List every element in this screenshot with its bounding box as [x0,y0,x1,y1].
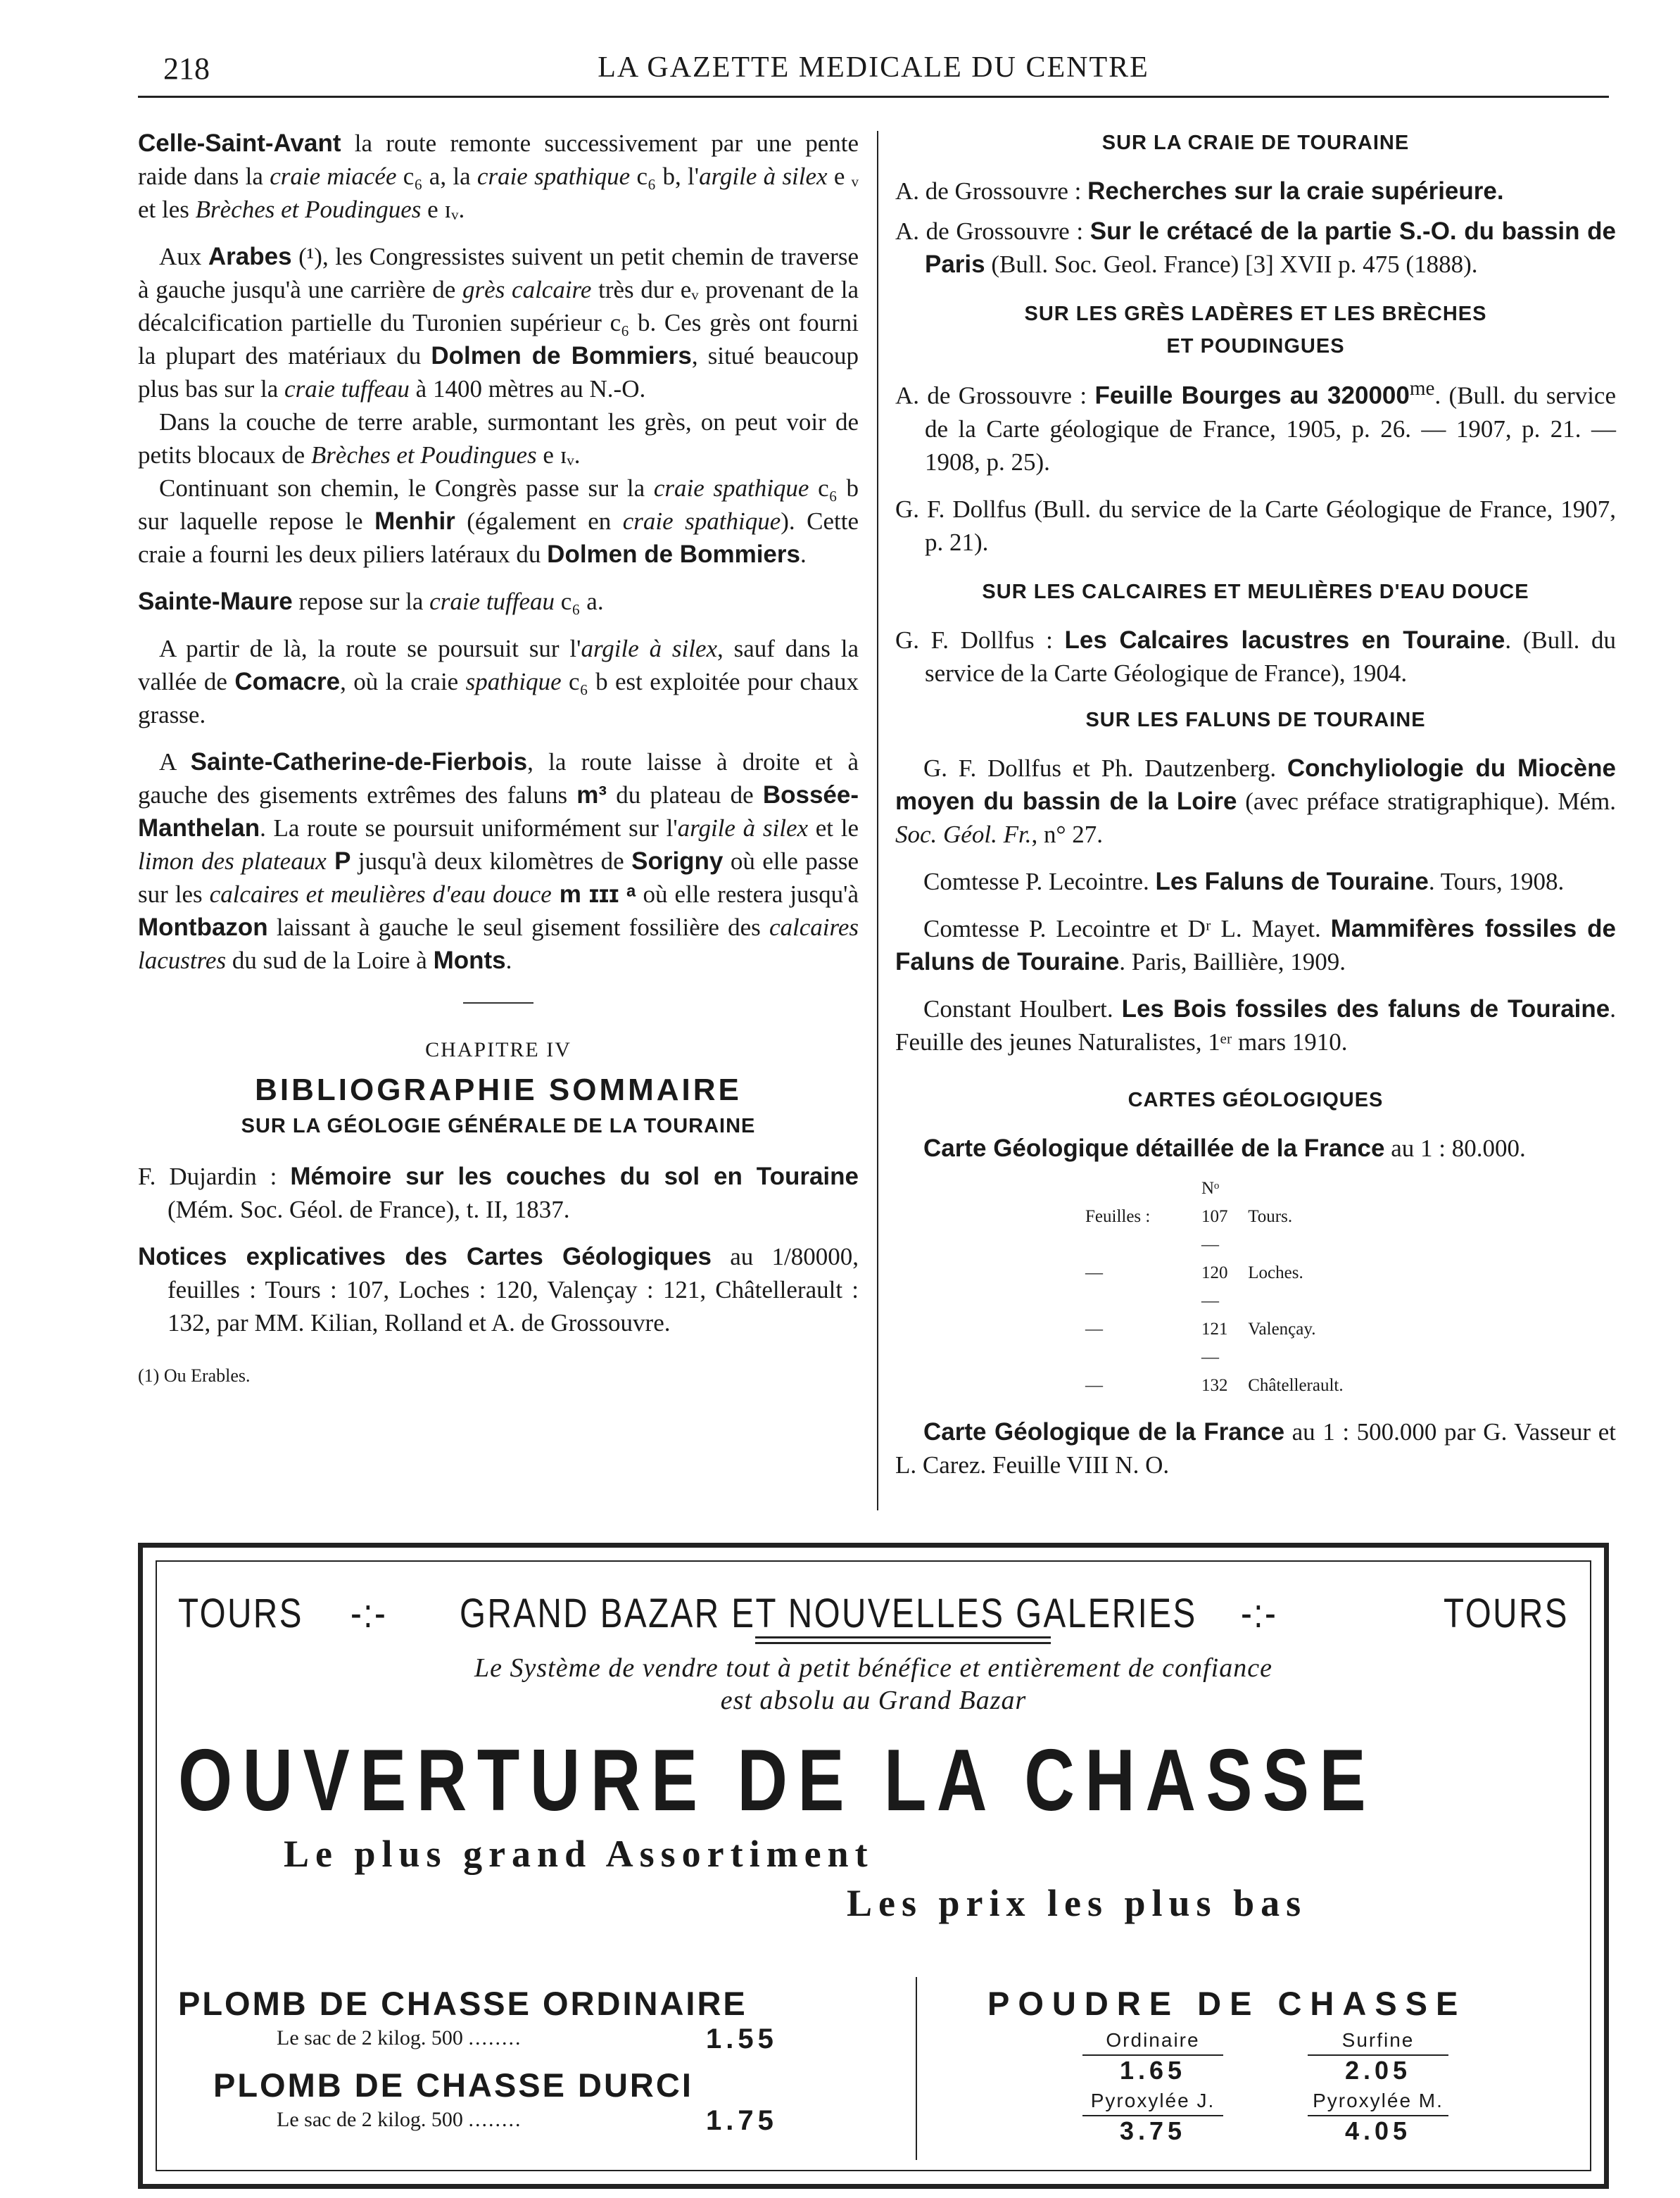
text: au 1/80000, feuilles : Tours : 107, Loches : 120, Valençay : 121, Châtellerault : 132, par MM. Kilian, Rolland et A. de Grossouvre. [168,1243,859,1337]
symbol: P [326,847,351,875]
ad-tagline: Les prix les plus bas [847,1882,1308,1924]
ref-title: Les Bois fossiles des faluns de Touraine [1121,994,1610,1023]
ad-option-label: Ordinaire [1106,2029,1200,2051]
text: (Bull. Soc. Geol. France) [3] XVII p. 475 (1888). [985,251,1478,278]
author: Constant Houlbert. [923,994,1122,1023]
section-heading [895,298,1616,362]
text: . [800,541,807,568]
place-name: Monts [433,947,506,974]
term: craie tuffeau [429,588,555,615]
section-heading-line: ET POUDINGUES [1166,335,1345,358]
reference-notices [138,1240,859,1339]
ad-product-detail [277,2108,522,2132]
symbol: m³ [576,781,607,809]
sheet-name: Tours. [1248,1206,1293,1226]
ad-option-label: Surfine [1341,2029,1415,2051]
term: argile à silex [677,814,809,842]
sheet-number: Nᵒ 107 [1201,1178,1228,1226]
text: A partir de là, la route se poursuit sur l' [159,635,581,662]
ad-product-heading: PLOMB DE CHASSE ORDINAIRE [178,1985,747,2022]
text: repose sur la [292,588,430,615]
term: craie spathique [622,507,781,535]
term: calcaires et meulières d'eau douce [209,880,552,908]
sheet-label: — [1085,1263,1103,1282]
sheet-label: Feuilles : [1085,1206,1151,1226]
ad-motto-line: Le Système de vendre tout à petit bénéfice et entièrement de confiance [474,1653,1272,1683]
sheet-label: — [1085,1319,1103,1339]
advertisement [138,1543,1609,2189]
ref-title: Mémoire sur les couches du sol en Touraine [290,1163,859,1190]
reference [895,372,1616,479]
text: . Paris, Baillière, 1909. [1119,947,1346,975]
place-name: Dolmen de Bommiers [547,541,800,568]
ad-option-label: Pyroxylée J. [1090,2090,1215,2111]
reference: G. F. Dollfus (Bull. du service de la Carte Géologique de France, 1907, p. 21). [895,495,1616,556]
text: Dans la couche de terre arable, surmontant les grès, on peut voir de petits blocaux de [138,408,859,469]
ad-product-heading: POUDRE DE CHASSE [987,1985,1467,2022]
ad-price: 1.55 [706,2023,778,2054]
ad-separator: -:- [1241,1591,1278,1636]
text: laissant à gauche le seul gisement fossilière des [267,914,769,941]
ref-title: Carte Géologique de la France [923,1417,1285,1446]
text: . Tours, 1908. [1428,867,1565,895]
text: . (Bull. du service de la Carte géologique de France, 1905, p. 26. — 1907, p. 21. — 1908, p. 25). [925,381,1617,476]
sheet-name: Loches. [1248,1263,1303,1282]
section-heading: CARTES GÉOLOGIQUES [1128,1088,1384,1111]
ad-product-size: Le sac de 2 kilog. 500 [277,2026,463,2049]
paragraph-terre-arable [138,405,859,472]
ad-rule [755,1636,1051,1638]
author: A. de Grossouvre : [895,381,1095,410]
sheet-name: Valençay. [1248,1319,1316,1339]
ref-title: Les Faluns de Touraine [1155,867,1429,895]
ad-option-price: 4.05 [1344,2116,1412,2145]
sheet-list [895,1175,1616,1400]
ref-title: Recherches sur la craie supérieure. [1087,177,1504,205]
term: craie tuffeau [284,375,410,403]
paragraph-celle-saint-avant [138,127,859,226]
paragraph-sainte-maure [138,585,859,618]
place-name: Menhir [374,507,455,535]
text: , n° 27. [1031,820,1103,848]
text: c₆ b est exploitée pour chaux grasse. [138,668,859,728]
place-name: Comacre [234,668,341,695]
term: calcaires lacustres [138,914,859,974]
reference [895,752,1616,851]
ad-price: 1.75 [706,2105,778,2136]
ref-title: Mammifères fossiles de Faluns de Touraine [895,914,1616,975]
term: argile à silex [699,163,828,190]
ad-motto-line: est absolu au Grand Bazar [720,1686,1027,1715]
author: A. de Grossouvre : [895,177,1088,205]
text: (également en [455,507,623,535]
ad-headline: OUVERTURE DE LA CHASSE [178,1732,1377,1829]
place-name: Sainte-Catherine-de-Fierbois [190,748,528,776]
text: e ɪᵥ. [536,441,581,469]
ad-option-price: 2.05 [1344,2056,1412,2085]
paragraph-arabes [138,240,859,405]
ad-option-label: Pyroxylée M. [1313,2090,1444,2111]
text: la route remonte successivement par une pente raide dans la [138,130,859,190]
text: . La route se poursuit uniformément sur l' [260,814,678,842]
ref-title: Notices explicatives des Cartes Géologiques [138,1243,712,1270]
ref-title: Feuille Bourges au 320000 [1094,381,1410,410]
text: ). Cette craie a fourni les deux piliers latéraux du [138,507,859,568]
text: e ᵥ et les [138,163,859,223]
ad-leader-dots: ........ [468,2108,522,2131]
author: Comtesse P. Lecointre. [923,867,1156,895]
bibliography-subtitle: SUR LA GÉOLOGIE GÉNÉRALE DE LA TOURAINE [241,1115,756,1137]
term: craie spathique [476,163,631,190]
section-heading: SUR LA CRAIE DE TOURAINE [1101,132,1410,154]
text: du plateau de [607,781,763,809]
text: , situé beaucoup plus bas sur la [138,342,859,403]
term: Brèches et Poudingues [195,196,422,223]
sheet-number: — 132 [1201,1347,1228,1395]
symbol: m ɪɪɪ ᵃ [551,880,636,908]
ref-title: Conchyliologie du Miocène moyen du bassin de la Loire [895,754,1616,815]
term: grès calcaire [462,276,592,303]
text: . [505,947,512,974]
reference [895,215,1616,281]
ad-city-right: TOURS [1444,1591,1569,1636]
reference [895,175,1616,208]
ad-option-price: 3.75 [1119,2116,1187,2145]
reference [895,1415,1616,1482]
text: c₆ a, la [396,163,477,190]
text: jusqu'à deux kilomètres de [350,847,632,875]
text: (avec préface stratigraphique). Mém. [1237,787,1616,815]
sheet-row [1085,1231,1616,1287]
ad-product-detail [277,2026,522,2050]
text: au 1 : 80.000. [1384,1134,1526,1162]
page-header [138,46,1609,98]
place-name: Celle-Saint-Avant [138,130,341,157]
term: Brèches et Poudingues [310,441,537,469]
text: (¹), les Congressistes suivent un petit chemin de traverse à gauche jusqu'à une carrière de [138,243,859,303]
place-name: Dolmen de Bommiers [431,342,692,370]
place-name: Sainte-Maure [138,588,293,615]
superscript: me [1409,377,1435,400]
running-title: LA GAZETTE MEDICALE DU CENTRE [598,51,1149,84]
author: G. F. Dollfus et Ph. Dautzenberg. [923,754,1287,782]
text: (Mém. Soc. Géol. de France), t. II, 1837. [168,1196,570,1223]
reference [895,992,1616,1059]
text: Continuant son chemin, le Congrès passe sur la [159,474,654,502]
ad-product-heading: PLOMB DE CHASSE DURCI [213,2066,693,2104]
author: F. Dujardin : [138,1163,291,1190]
text: où elle passe sur les [138,847,859,908]
term: argile à silex [581,635,718,662]
reference-dujardin [138,1160,859,1226]
ad-leader-dots: ........ [468,2026,522,2049]
ad-city-left: TOURS [178,1591,303,1636]
right-column [895,127,1616,1496]
sheet-number: — 121 [1201,1291,1228,1339]
text: au 1 : 500.000 par G. Vasseur et L. Carez. Feuille VIII N. O. [895,1417,1616,1479]
text: , où la craie [340,668,466,695]
place-name: Montbazon [138,914,268,941]
section-heading-line: SUR LES GRÈS LADÈRES ET LES BRÈCHES [1024,303,1487,325]
paragraph-continuant [138,472,859,571]
reference [895,624,1616,690]
advertisement-inner-border [156,1560,1591,2171]
text: du sud de la Loire à [226,947,434,974]
text: A [159,748,191,776]
footnote: (1) Ou Erables. [138,1365,251,1386]
ad-tagline: Le plus grand Assortiment [284,1833,874,1875]
reference [895,865,1616,898]
ad-store-name: GRAND BAZAR ET NOUVELLES GALERIES [460,1591,1197,1636]
sheet-label: — [1085,1375,1103,1395]
bibliography-title: BIBLIOGRAPHIE SOMMAIRE [255,1073,742,1107]
column-divider [877,131,878,1510]
text: très dur eᵥ provenant de la décalcification partielle du Turonien supérieur c₆ b. Ces grès ont fourni la plupart des matériaux du [138,276,859,370]
text: . (Bull. du service de la Carte Géologique de France), 1904. [925,626,1617,687]
text: c₆ a. [555,588,604,615]
author: G. F. Dollfus : [895,626,1065,654]
ad-divider [916,1977,917,2160]
paragraph-fierbois [138,745,859,977]
author: A. de Grossouvre : [895,217,1090,245]
term: craie miacée [270,163,397,190]
text: et le [808,814,859,842]
term: craie spathique [653,474,809,502]
left-column [138,127,859,1392]
text: c₆ b, l' [630,163,700,190]
term: Soc. Géol. Fr. [895,820,1032,848]
text: où elle restera jusqu'à [636,880,859,908]
page-number: 218 [163,51,210,86]
text: . Feuille des jeunes Naturalistes, 1ᵉʳ mars 1910. [895,994,1616,1056]
ref-title: Sur le crétacé de la partie S.-O. du bassin de Paris [925,217,1616,278]
reference [895,1132,1616,1165]
term: limon des plateaux [138,847,327,875]
sheet-row [1085,1344,1616,1400]
ad-separator: -:- [350,1591,388,1636]
place-name: Bossée-Manthelan [138,781,859,842]
sheet-row [1085,1175,1616,1231]
ad-product-size: Le sac de 2 kilog. 500 [277,2108,463,2131]
text: , la route laisse à droite et à gauche des gisements extrêmes des faluns [138,748,859,809]
term: spathique [465,668,562,695]
place-name: Sorigny [631,847,724,875]
ref-title: Carte Géologique détaillée de la France [923,1134,1385,1162]
author: Comtesse P. Lecointre et Dʳ L. Mayet. [923,914,1331,942]
sheet-name: Châtellerault. [1248,1375,1344,1395]
section-separator [463,1002,533,1004]
ref-title: Les Calcaires lacustres en Touraine [1064,626,1505,654]
text: à 1400 mètres au N.-O. [409,375,646,403]
text: Aux [159,243,208,270]
paragraph-a-partir [138,632,859,731]
sheet-number: — 120 [1201,1234,1228,1282]
text: c₆ b sur laquelle repose le [138,474,859,535]
sheet-row [1085,1287,1616,1344]
text: , sauf dans la vallée de [138,635,859,695]
reference [895,912,1616,978]
ad-motto [157,1652,1590,1717]
text: e ɪᵥ. [421,196,465,223]
ad-rule [755,1642,1051,1644]
ad-option-price: 1.65 [1119,2056,1187,2085]
place-name: Arabes [208,243,292,270]
chapter-label: CHAPITRE IV [425,1038,571,1061]
section-heading: SUR LES FALUNS DE TOURAINE [1085,708,1426,731]
section-heading: SUR LES CALCAIRES ET MEULIÈRES D'EAU DOUCE [982,580,1529,603]
